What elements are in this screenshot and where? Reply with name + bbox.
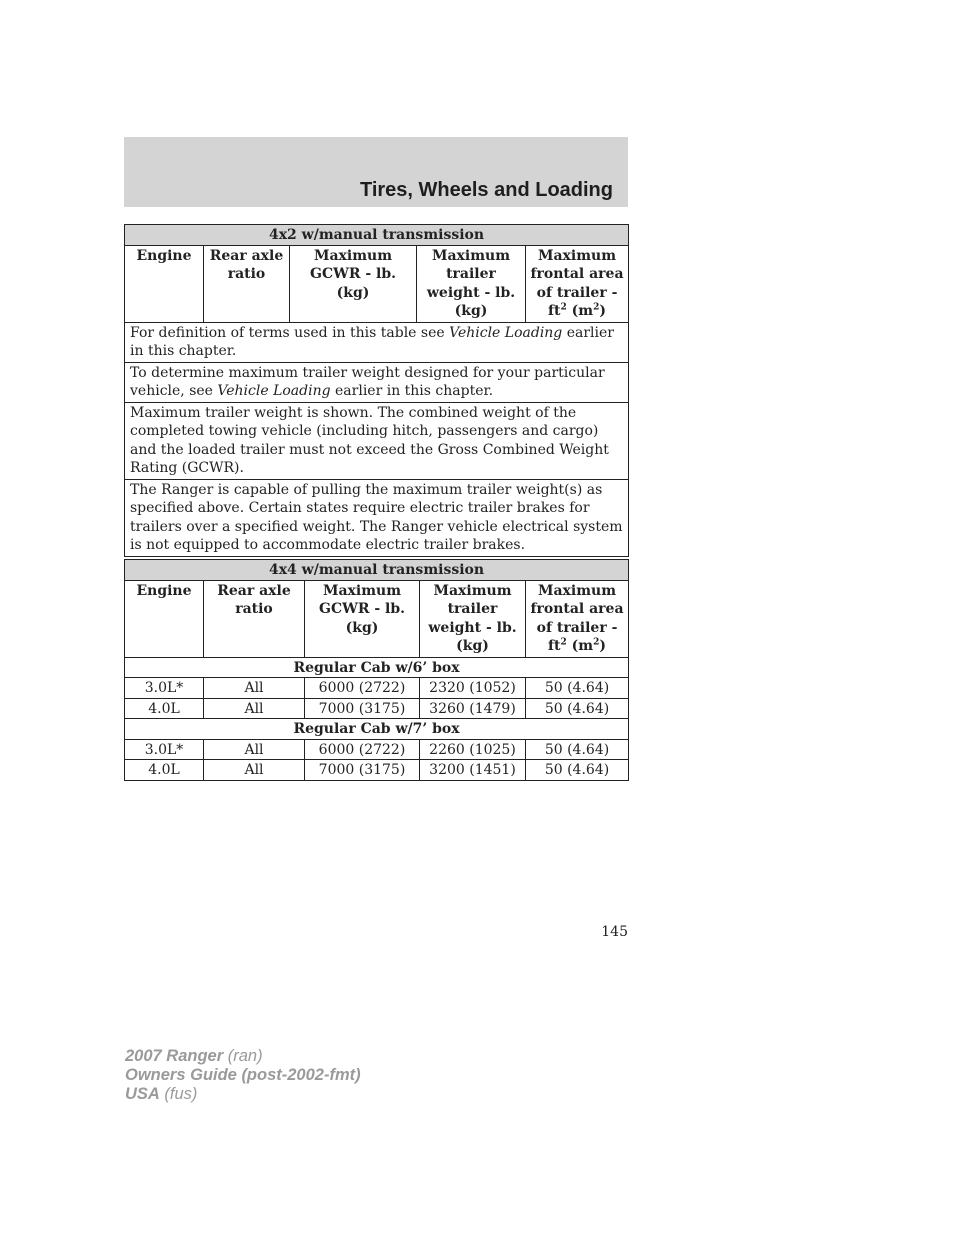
table-title: 4x4 w/manual transmission	[125, 560, 629, 581]
col-max-gcwr: Maximum GCWR - lb. (kg)	[305, 580, 420, 657]
table-row	[125, 739, 629, 760]
table-note-row	[125, 402, 629, 479]
cell-trailer-weight: 2320 (1052)	[420, 678, 526, 699]
section-title: Tires, Wheels and Loading	[359, 179, 613, 201]
table-note-row	[125, 479, 629, 556]
cell-frontal-area: 50 (4.64)	[526, 678, 629, 699]
cell-engine: 3.0L*	[125, 739, 204, 760]
cell-ratio: All	[204, 678, 305, 699]
col-rear-axle-ratio: Rear axle ratio	[204, 580, 305, 657]
table-title-row	[125, 560, 629, 581]
cell-ratio: All	[204, 739, 305, 760]
note-definitions: For definition of terms used in this table see Vehicle Loading earlier in this chapter.	[125, 322, 629, 362]
table-note-row	[125, 362, 629, 402]
footer-line-market: USA (fus)	[125, 1085, 198, 1103]
cell-ratio: All	[204, 698, 305, 719]
vehicle-loading-reference: Vehicle Loading	[217, 383, 331, 399]
cell-frontal-area: 50 (4.64)	[526, 698, 629, 719]
col-max-trailer-weight: Maximum trailer weight - lb. (kg)	[417, 245, 526, 322]
cell-frontal-area: 50 (4.64)	[526, 760, 629, 781]
cell-gcwr: 7000 (3175)	[305, 760, 420, 781]
table-note-row	[125, 322, 629, 362]
cell-engine: 4.0L	[125, 698, 204, 719]
footer-line-vehicle: 2007 Ranger (ran)	[125, 1047, 263, 1065]
col-engine: Engine	[125, 245, 204, 322]
col-max-frontal-area: Maximum frontal area of trailer - $ft^2$ $(m^2)$	[526, 580, 629, 657]
table-header-row	[125, 245, 629, 322]
cell-gcwr: 7000 (3175)	[305, 698, 420, 719]
table-title: 4x2 w/manual transmission	[125, 225, 629, 246]
cell-frontal-area: 50 (4.64)	[526, 739, 629, 760]
cell-trailer-weight: 2260 (1025)	[420, 739, 526, 760]
vehicle-loading-reference: Vehicle Loading	[449, 324, 563, 341]
col-engine: Engine	[125, 580, 204, 657]
table-header-row	[125, 580, 629, 657]
cell-trailer-weight: 3260 (1479)	[420, 698, 526, 719]
towing-table-4x2	[124, 224, 629, 557]
group-label: Regular Cab w/7’ box	[125, 719, 629, 740]
section-header	[124, 137, 628, 207]
table-title-row	[125, 225, 629, 246]
col-max-frontal-area: Maximum frontal area of trailer - $ft^2$ $(m^2)$	[526, 245, 629, 322]
table-group-row	[125, 657, 629, 678]
towing-table-4x4	[124, 559, 629, 781]
cell-gcwr: 6000 (2722)	[305, 678, 420, 699]
cell-gcwr: 6000 (2722)	[305, 739, 420, 760]
cell-ratio: All	[204, 760, 305, 781]
page-number: 145	[601, 924, 628, 940]
table-row	[125, 698, 629, 719]
cell-engine: 3.0L*	[125, 678, 204, 699]
cell-engine: 4.0L	[125, 760, 204, 781]
note-determine-weight: To determine maximum trailer weight designed for your particular vehicle, see Vehicle Loading earlier in this chapter.	[125, 362, 629, 402]
cell-trailer-weight: 3200 (1451)	[420, 760, 526, 781]
note-trailer-brakes: The Ranger is capable of pulling the maximum trailer weight(s) as specified above. Certain states require electric trailer brakes for trailers over a specified weight. The Ranger vehicle electrical system is not equipped to accommodate electric trailer brakes.	[125, 479, 629, 556]
group-label: Regular Cab w/6’ box	[125, 657, 629, 678]
document-footer	[125, 1047, 361, 1104]
note-gcwr: Maximum trailer weight is shown. The combined weight of the completed towing vehicle (including hitch, passengers and cargo) and the loaded trailer must not exceed the Gross Combined Weight Rating (GCWR).	[125, 402, 629, 479]
footer-line-guide: Owners Guide (post-2002-fmt)	[125, 1066, 361, 1084]
col-max-trailer-weight: Maximum trailer weight - lb. (kg)	[420, 580, 526, 657]
table-row	[125, 678, 629, 699]
table-row	[125, 760, 629, 781]
col-max-gcwr: Maximum GCWR - lb. (kg)	[290, 245, 417, 322]
table-group-row	[125, 719, 629, 740]
col-rear-axle-ratio: Rear axle ratio	[204, 245, 290, 322]
